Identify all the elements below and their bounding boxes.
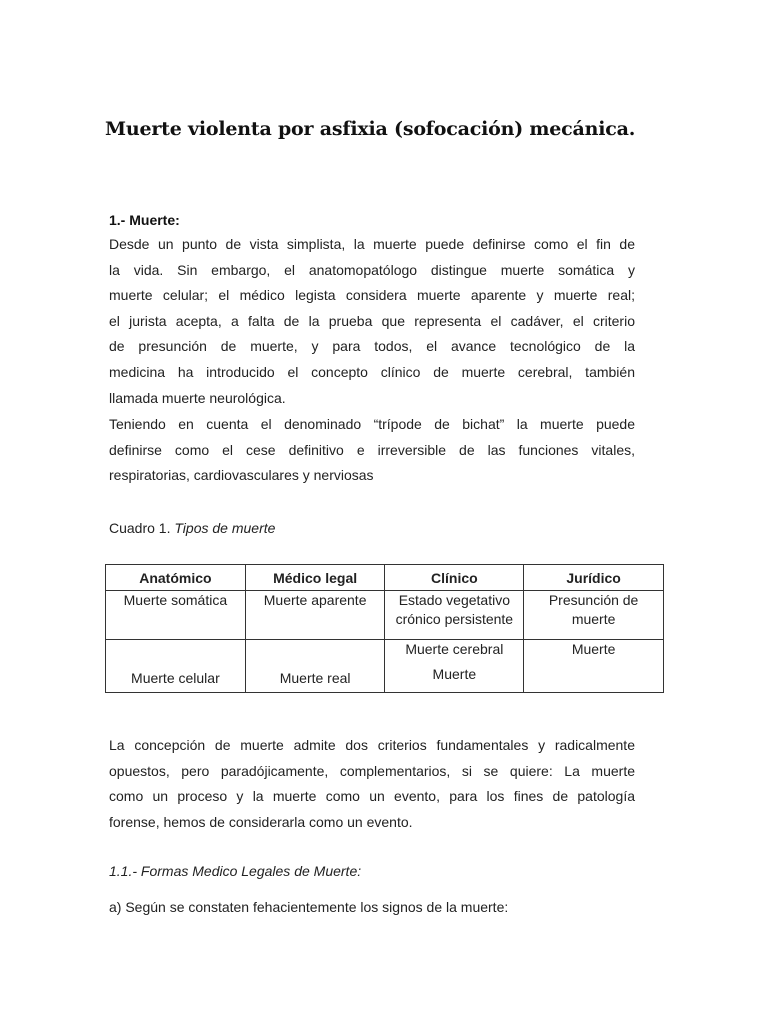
subsection-heading: 1.1.- Formas Medico Legales de Muerte: xyxy=(109,863,362,879)
caption-title: Tipos de muerte xyxy=(174,520,276,536)
paragraph-bichat xyxy=(109,412,635,489)
paragraph-concepcion xyxy=(109,733,635,835)
text-line: Desde un punto de vista simplista, la muerte puede definirse como el fin de xyxy=(109,236,635,252)
table-cell: Muerte aparente xyxy=(245,591,385,640)
text-line: el jurista acepta, a falta de la prueba que representa el cadáver, el criterio xyxy=(109,312,635,329)
death-types-table xyxy=(105,564,664,693)
text-line: de presunción de muerte, y para todos, el avance tecnológico de la xyxy=(109,338,635,355)
table-cell: Muerte xyxy=(524,640,664,693)
header-anatomico: Anatómico xyxy=(106,565,246,591)
text-line: respiratorias, cardiovasculares y nerviosas xyxy=(109,467,374,484)
text-line: medicina ha introducido el concepto clínico de muerte cerebral, también xyxy=(109,363,635,380)
table-cell xyxy=(385,640,524,693)
header-medico-legal: Médico legal xyxy=(245,565,385,591)
table-cell: Estado vegetativo crónico persistente xyxy=(385,591,524,640)
cell-line: Muerte cerebral xyxy=(405,641,504,657)
text-line: llamada muerte neurológica. xyxy=(109,389,286,406)
text-line: opuestos, pero paradójicamente, complementarios, si se quiere: La muerte xyxy=(109,762,635,779)
text-line: definirse como el cese definitivo e irreversible de las funciones vitales, xyxy=(109,441,635,458)
table-row xyxy=(106,640,664,693)
table-cell: Muerte real xyxy=(245,640,385,693)
text-line: La concepción de muerte admite dos criterios fundamentales y radicalmente xyxy=(109,737,635,753)
table-cell: Muerte celular xyxy=(106,640,246,693)
section-heading: 1.- Muerte: xyxy=(109,212,180,228)
text-line: la vida. Sin embargo, el anatomopatólogo distingue muerte somática y xyxy=(109,261,635,278)
list-item-a: a) Según se constaten fehacientemente los signos de la muerte: xyxy=(109,899,509,915)
document-title: Muerte violenta por asfixia (sofocación) mecánica. xyxy=(105,118,636,140)
text-line: Teniendo en cuenta el denominado “trípode de bichat” la muerte puede xyxy=(109,416,635,432)
text-line: forense, hemos de considerarla como un evento. xyxy=(109,813,413,830)
header-clinico: Clínico xyxy=(385,565,524,591)
table-cell: Muerte somática xyxy=(106,591,246,640)
table-cell: Presunción de muerte xyxy=(524,591,664,640)
header-juridico: Jurídico xyxy=(524,565,664,591)
cell-line: Muerte xyxy=(432,666,477,682)
table-caption xyxy=(109,520,275,536)
table-row xyxy=(106,591,664,640)
caption-prefix: Cuadro 1. xyxy=(109,520,175,536)
paragraph-definition xyxy=(109,232,635,411)
table-header-row xyxy=(106,565,664,591)
text-line: como un proceso y la muerte como un evento, para los fines de patología xyxy=(109,788,635,805)
text-line: muerte celular; el médico legista considera muerte aparente y muerte real; xyxy=(109,287,635,304)
